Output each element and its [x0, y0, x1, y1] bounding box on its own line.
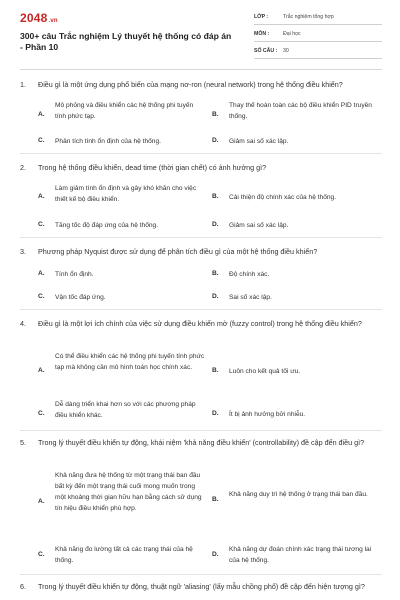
option-d[interactable]: Giảm sai số xác lập. [229, 138, 289, 145]
option-letter-c[interactable]: C. [38, 221, 45, 228]
question-number: 4. [20, 319, 26, 328]
option-d[interactable]: Giảm sai số xác lập. [229, 222, 289, 229]
option-d[interactable]: Sai số xác lập. [229, 294, 272, 301]
option-letter-b[interactable]: B. [212, 496, 219, 503]
option-letter-d[interactable]: D. [212, 551, 219, 558]
question-text: Trong lý thuyết điều khiển tự động, thuật ngữ 'aliasing' (lấy mẫu chồng phổ) đề cập đến hiện tượng gì? [38, 582, 365, 591]
option-b[interactable]: Cải thiện độ chính xác của hệ thống. [229, 194, 337, 201]
option-a[interactable]: Tính ổn định. [55, 271, 94, 278]
site-logo[interactable] [20, 11, 58, 25]
meta-value-subject: Đại học [283, 31, 301, 37]
meta-value-count: 30 [283, 48, 289, 54]
logo-tld: .vn [48, 18, 58, 24]
option-a[interactable]: Khả năng đưa hệ thống từ một trạng thái ban đầu bất kỳ đến một trạng thái cuối mong muốn trong một khoảng thời gian hữu hạn bằng cách sử dụng tín hiệu điều khiển phù hợp. [55, 472, 202, 512]
option-letter-b[interactable]: B. [212, 193, 219, 200]
option-b[interactable]: Thay thế hoàn toàn các bộ điều khiển PID truyền thống. [229, 102, 372, 120]
option-letter-a[interactable]: A. [38, 193, 45, 200]
option-b[interactable]: Khả năng duy trì hệ thống ở trạng thái ban đầu. [229, 491, 368, 498]
option-letter-d[interactable]: D. [212, 410, 219, 417]
option-c[interactable]: Khả năng đo lường tất cả các trạng thái của hệ thống. [55, 546, 193, 564]
question-text: Trong hệ thống điều khiển, dead time (thời gian chết) có ảnh hưởng gì? [38, 163, 267, 172]
option-letter-c[interactable]: C. [38, 410, 45, 417]
option-a[interactable]: Mô phỏng và điều khiển các hệ thống phi tuyến tính phức tạp. [55, 102, 194, 120]
option-letter-a[interactable]: A. [38, 498, 45, 505]
option-b[interactable]: Luôn cho kết quả tối ưu. [229, 368, 301, 375]
question-divider [20, 574, 382, 575]
question-number: 3. [20, 247, 26, 256]
page-title: 300+ câu Trắc nghiệm Lý thuyết hệ thống có đáp án - Phần 10 [20, 31, 232, 52]
meta-label-class: LỚP : [254, 14, 269, 20]
option-letter-c[interactable]: C. [38, 551, 45, 558]
option-c[interactable]: Vận tốc đáp ứng. [55, 294, 106, 301]
option-letter-d[interactable]: D. [212, 293, 219, 300]
meta-value-class: Trắc nghiệm tổng hợp [283, 14, 334, 20]
option-letter-b[interactable]: B. [212, 270, 219, 277]
option-c[interactable]: Tăng tốc độ đáp ứng của hệ thống. [55, 222, 159, 229]
meta-row-class [254, 11, 382, 25]
question-number: 1. [20, 80, 26, 89]
page-header [0, 0, 400, 68]
question-number: 6. [20, 582, 26, 591]
quiz-meta [254, 11, 382, 62]
question-text: Điều gì là một ứng dụng phổ biến của mạng nơ-ron (neural network) trong hệ thống điều khiển? [38, 80, 343, 89]
option-c[interactable]: Phân tích tính ổn định của hệ thống. [55, 138, 161, 145]
question-text: Điều gì là một lợi ích chính của việc sử dụng điều khiển mờ (fuzzy control) trong hệ thống điều khiển? [38, 319, 362, 328]
option-letter-d[interactable]: D. [212, 137, 219, 144]
header-divider [20, 69, 382, 70]
question-text: Trong lý thuyết điều khiển tự động, khái niệm 'khả năng điều khiển' (controllability) đề cập đến điều gì? [38, 438, 365, 447]
question-divider [20, 309, 382, 310]
logo-text: 2048 [20, 11, 48, 25]
question-number: 5. [20, 438, 26, 447]
option-letter-b[interactable]: B. [212, 367, 219, 374]
option-d[interactable]: Ít bị ảnh hưởng bởi nhiễu. [229, 411, 306, 418]
option-letter-d[interactable]: D. [212, 221, 219, 228]
meta-row-subject [254, 28, 382, 42]
option-a[interactable]: Làm giảm tính ổn định và gây khó khăn cho việc thiết kế bộ điều khiển. [55, 185, 197, 203]
question-divider [20, 237, 382, 238]
option-letter-c[interactable]: C. [38, 293, 45, 300]
option-b[interactable]: Độ chính xác. [229, 271, 270, 278]
option-a[interactable]: Có thể điều khiển các hệ thống phi tuyến tính phức tạp mà không cần mô hình toán học chính xác. [55, 353, 205, 371]
option-d[interactable]: Khả năng dự đoán chính xác trạng thái tương lai của hệ thống. [229, 546, 372, 564]
option-letter-c[interactable]: C. [38, 137, 45, 144]
question-divider [20, 430, 382, 431]
option-letter-a[interactable]: A. [38, 270, 45, 277]
question-divider [20, 153, 382, 154]
meta-label-subject: MÔN : [254, 31, 270, 37]
option-letter-a[interactable]: A. [38, 367, 45, 374]
option-letter-a[interactable]: A. [38, 111, 45, 118]
question-number: 2. [20, 163, 26, 172]
meta-label-count: SỐ CÂU : [254, 48, 278, 54]
meta-row-count [254, 45, 382, 59]
question-text: Phương pháp Nyquist được sử dụng để phân tích điều gì của một hệ thống điều khiển? [38, 247, 318, 256]
option-c[interactable]: Dễ dàng triển khai hơn so với các phương pháp điều khiển khác. [55, 401, 196, 419]
option-letter-b[interactable]: B. [212, 111, 219, 118]
